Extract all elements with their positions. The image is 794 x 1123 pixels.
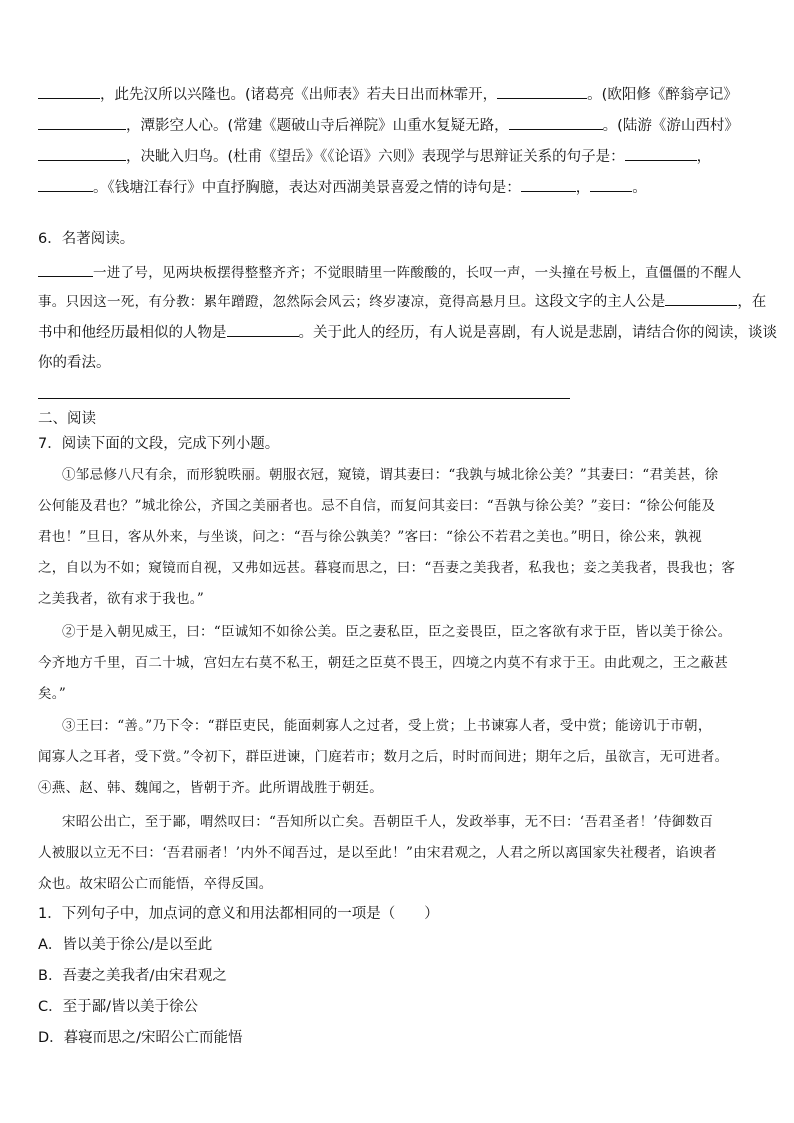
answer-writing-line[interactable] (38, 398, 570, 399)
answer-blank[interactable] (38, 262, 93, 277)
passage-line: ③王曰：“善。”乃下令：“群臣吏民，能面刺寡人之过者，受上赏；上书谏寡人者，受中赏；能谤讥于市朝， (62, 718, 712, 734)
passage-line: 今齐地方千里，百二十城，宫妇左右莫不私王，朝廷之臣莫不畏王，四境之内莫不有求于王。由此观之，王之蔽甚 (38, 655, 728, 671)
passage-line: ②于是入朝见威王，曰：“臣诚知不如徐公美。臣之妻私臣，臣之妾畏臣，臣之客欲有求于臣，皆以美于徐公。 (62, 624, 732, 640)
fill-line-2: ，潭影空人心。(常建《题破山寺后禅院》山重水复疑无路， 。(陆游《游山西村》 (38, 115, 758, 136)
passage-line: ④燕、赵、韩、魏闻之，皆朝于齐。此所谓战胜于朝廷。 (38, 780, 383, 796)
passage-line: 君也！”旦日，客从外来，与坐谈，问之：“吾与徐公孰美？”客曰：“徐公不若君之美也。”明日，徐公来，孰视 (38, 529, 703, 545)
answer-blank[interactable] (38, 84, 100, 99)
option-d[interactable]: D．暮寝而思之/宋昭公亡而能悟 (38, 1030, 243, 1046)
fill-line-1: ，此先汉所以兴隆也。(诸葛亮《出师表》若夫日出而林霏开， 。(欧阳修《醉翁亭记》 (38, 84, 758, 105)
q7-instruction: 7．阅读下面的文段，完成下列小题。 (38, 436, 280, 452)
passage-line: 人被服以立无不曰：‘吾君丽者！’内外不闻吾过，是以至此！”由宋君观之，人君之所以离国家失社稷者，谄谀者 (38, 845, 717, 861)
answer-blank[interactable] (497, 84, 587, 99)
option-c[interactable]: C．至于鄙/皆以美于徐公 (38, 999, 199, 1015)
passage-line: 矣。” (38, 686, 67, 702)
answer-blank[interactable] (227, 322, 299, 337)
fill-line-3: ，决眦入归鸟。(杜甫《望岳》《《论语》六则》表现学与思辩证关系的句子是： ， (38, 146, 758, 167)
answer-blank[interactable] (38, 146, 126, 161)
answer-blank[interactable] (521, 177, 576, 192)
answer-blank[interactable] (590, 177, 632, 192)
passage-line: 之美我者，欲有求于我也。” (38, 591, 205, 607)
q6-heading: 6．名著阅读。 (38, 231, 135, 247)
q6-line-4: 你的看法。 (38, 355, 111, 371)
passage-line: ①邹忌修八尺有余，而形貌昳丽。朝服衣冠，窥镜，谓其妻曰：“我孰与城北徐公美？”其妻曰：“君美甚，徐 (62, 467, 719, 483)
q6-quote-line-2: 事。只因这一死，有分教：累年蹭蹬，忽然际会风云；终岁凄凉，竟得高悬月旦。这段文字的主人公是 ，在 (38, 291, 758, 312)
passage-line: 之，自以为不如；窥镜而自视，又弗如远甚。暮寝而思之，曰：“吾妻之美我者，私我也；妾之美我者，畏我也；客 (38, 560, 736, 576)
answer-blank[interactable] (509, 115, 603, 130)
answer-blank[interactable] (665, 291, 737, 306)
q6-line-3: 书中和他经历最相似的人物是 。关于此人的经历，有人说是喜剧，有人说是悲剧，请结合你的阅读，谈谈 (38, 322, 758, 343)
passage-line: 众也。故宋昭公亡而能悟，卒得反国。 (38, 876, 273, 892)
answer-blank[interactable] (38, 115, 126, 130)
option-b[interactable]: B．吾妻之美我者/由宋君观之 (38, 968, 227, 984)
answer-blank[interactable] (38, 177, 93, 192)
section-title: 二、阅读 (38, 411, 96, 427)
answer-blank[interactable] (625, 146, 697, 161)
fill-line-4: 。《钱塘江春行》中直抒胸臆，表达对西湖美景喜爱之情的诗句是： ， 。 (38, 177, 758, 198)
passage-line: 闻寡人之耳者，受下赏。”令初下，群臣进谏，门庭若市；数月之后，时时而间进；期年之后，虽欲言，无可进者。 (38, 749, 729, 765)
question-1-stem: 1．下列句子中，加点词的意义和用法都相同的一项是（ ） (38, 906, 439, 922)
passage-line: 宋昭公出亡，至于鄙，喟然叹曰：“吾知所以亡矣。吾朝臣千人，发政举事，无不曰：‘吾君圣者！’侍御数百 (62, 814, 714, 830)
option-a[interactable]: A．皆以美于徐公/是以至此 (38, 937, 213, 953)
q6-quote-line-1: 一进了号，见两块板摆得整整齐齐；不觉眼睛里一阵酸酸的，长叹一声，一头撞在号板上，直僵僵的不醒人 (38, 262, 758, 283)
passage-line: 公何能及君也？”城北徐公，齐国之美丽者也。忌不自信，而复问其妾曰：“吾孰与徐公美？”妾曰：“徐公何能及 (38, 498, 716, 514)
